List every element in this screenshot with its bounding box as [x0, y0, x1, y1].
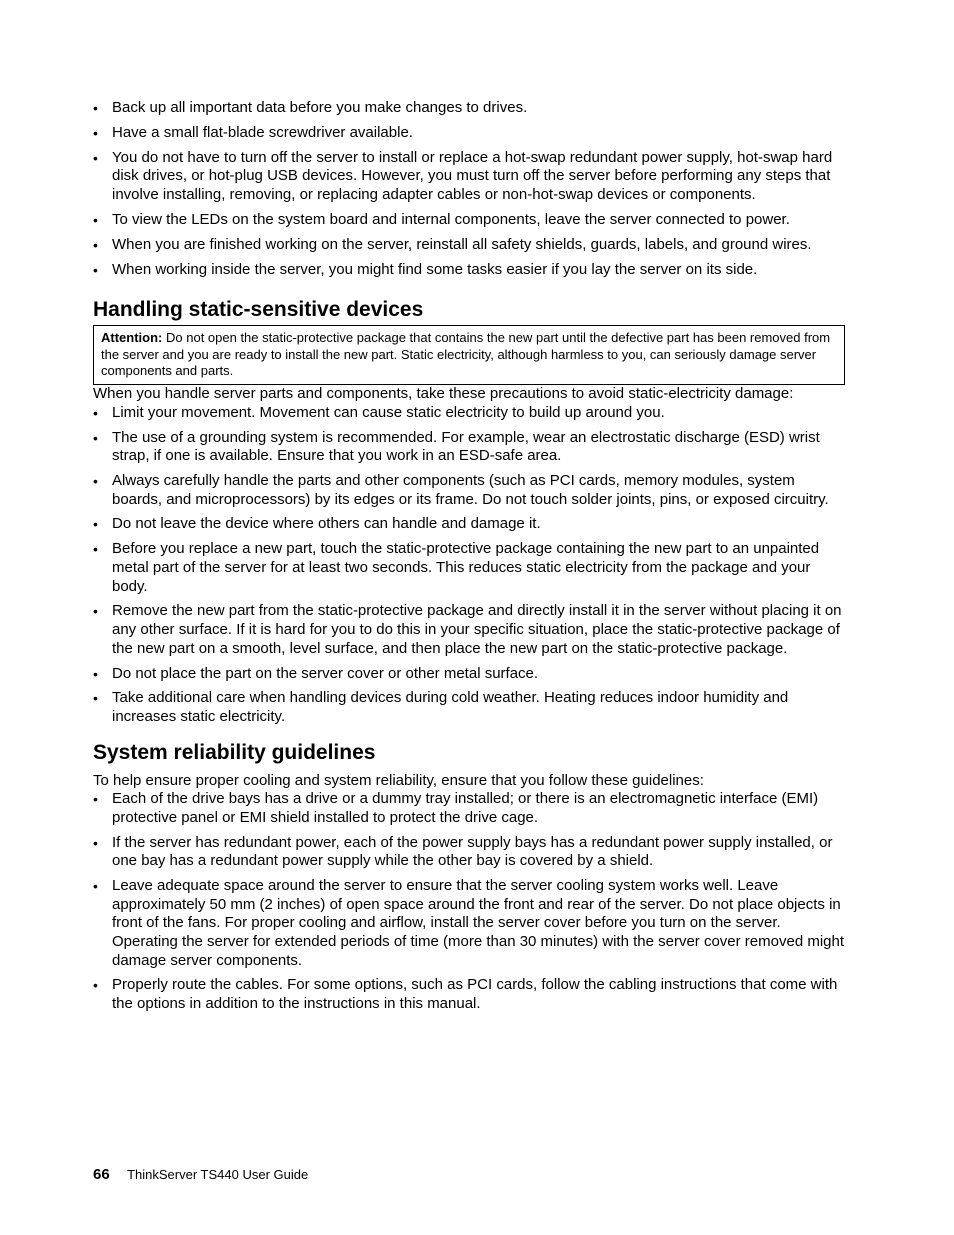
page-number: 66 [93, 1166, 110, 1183]
section-heading-reliability: System reliability guidelines [93, 740, 376, 764]
list-item: • Remove the new part from the static-protective package and directly install it in the server without placing it on any other surface. If it is hard for you to do this in your specific situation, place the static-protective package of the new part on a smooth, level surface, and then place the new part on the static-protective package. [93, 602, 845, 658]
attention-label: Attention: [101, 330, 163, 346]
attention-notice-box [93, 325, 845, 385]
list-item: • Have a small flat-blade screwdriver available. [93, 124, 845, 143]
page-footer [93, 1166, 308, 1184]
list-item: • Properly route the cables. For some options, such as PCI cards, follow the cabling instructions that come with the options in addition to the instructions in this manual. [93, 976, 845, 1013]
list-item: • Before you replace a new part, touch the static-protective package containing the new part to an unpainted metal part of the server for at least two seconds. This reduces static electricity from the package and your body. [93, 540, 845, 596]
list-item: • The use of a grounding system is recommended. For example, wear an electrostatic discharge (ESD) wrist strap, if one is available. Ensure that you work in an ESD-safe area. [93, 429, 845, 466]
section-heading-static-sensitive: Handling static-sensitive devices [93, 298, 424, 322]
list-item: • If the server has redundant power, each of the power supply bays has a redundant power supply installed, or one bay has a redundant power supply while the other bay is covered by a shield. [93, 834, 845, 871]
list-item: • Do not leave the device where others can handle and damage it. [93, 515, 845, 534]
list-item: • When you are finished working on the server, reinstall all safety shields, guards, labels, and ground wires. [93, 236, 845, 255]
reliability-guidelines-list [93, 790, 845, 1013]
static-precautions-list [93, 404, 845, 727]
section-intro-static: When you handle server parts and components, take these precautions to avoid static-electricity damage: [93, 385, 794, 403]
list-item: • Back up all important data before you make changes to drives. [93, 99, 845, 118]
list-item: • Each of the drive bays has a drive or a dummy tray installed; or there is an electromagnetic interface (EMI) protective panel or EMI shield installed to protect the drive cage. [93, 790, 845, 827]
page-content [93, 99, 845, 1020]
list-item: • Do not place the part on the server cover or other metal surface. [93, 665, 845, 684]
list-item: • You do not have to turn off the server to install or replace a hot-swap redundant power supply, hot-swap hard disk drives, or hot-plug USB devices. However, you must turn off the server before performing any steps that involve installing, removing, or replacing adapter cables or non-hot-swap devices or components. [93, 149, 845, 205]
attention-text: Do not open the static-protective package that contains the new part until the defective part has been removed from the server and you are ready to install the new part. Static electricity, although harmless to you, can seriously damage server components and parts. [101, 330, 831, 379]
list-item: • Always carefully handle the parts and other components (such as PCI cards, memory modules, system boards, and microprocessors) by its edges or its frame. Do not touch solder joints, pins, or exposed circuitry. [93, 472, 845, 509]
list-item: • Take additional care when handling devices during cold weather. Heating reduces indoor humidity and increases static electricity. [93, 689, 845, 726]
section-intro-reliability: To help ensure proper cooling and system reliability, ensure that you follow these guidelines: [93, 771, 704, 789]
list-item: • To view the LEDs on the system board and internal components, leave the server connected to power. [93, 211, 845, 230]
list-item: • Leave adequate space around the server to ensure that the server cooling system works well. Leave approximately 50 mm (2 inches) of open space around the front and rear of the server. Do not place objects in front of the fans. For proper cooling and airflow, install the server cover before you turn on the server. Operating the server for extended periods of time (more than 30 minutes) with the server cover removed might damage server components. [93, 877, 845, 970]
document-title: ThinkServer TS440 User Guide [127, 1167, 309, 1182]
top-bullet-list [93, 99, 845, 279]
list-item: • Limit your movement. Movement can cause static electricity to build up around you. [93, 404, 845, 423]
list-item: • When working inside the server, you might find some tasks easier if you lay the server on its side. [93, 261, 845, 280]
